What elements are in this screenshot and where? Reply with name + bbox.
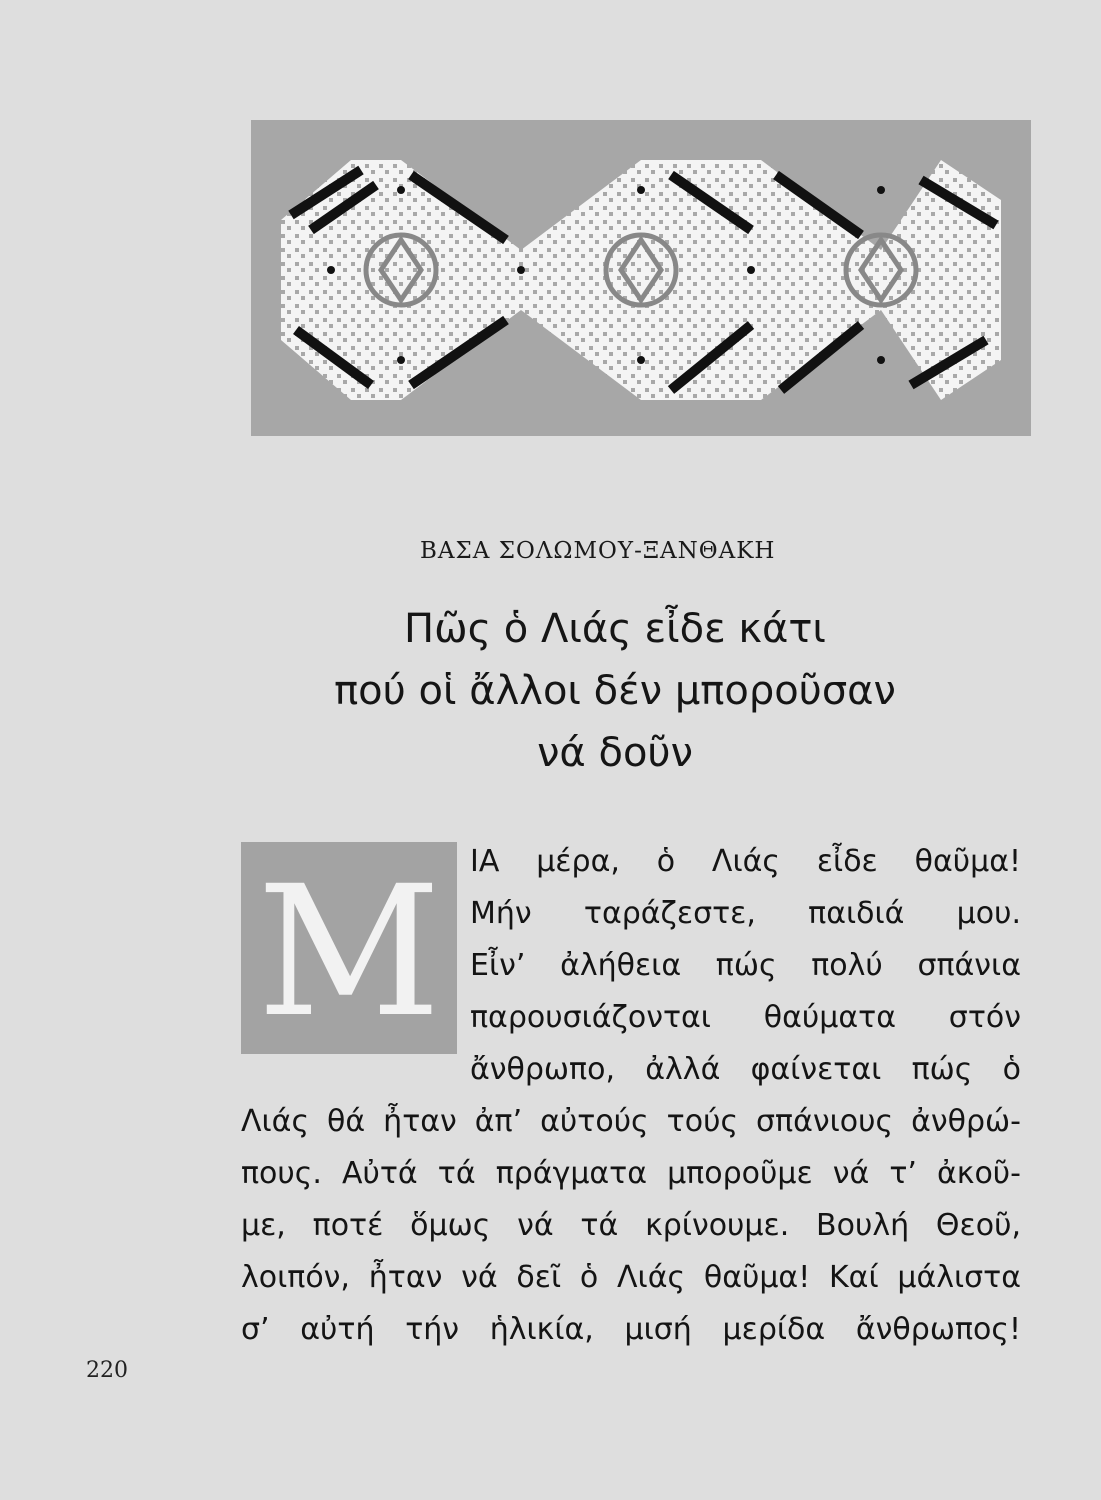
paragraph-line: ἄνθρωπο, ἀλλά φαίνεται πώς ὁ [470, 1052, 1021, 1087]
title-line: νά δοῦν [537, 730, 693, 776]
title-line: Πῶς ὁ Λιάς εἶδε κάτι [404, 606, 826, 652]
author-name: ΒΑΣΑ ΣΟΛΩΜΟΥ-ΞΑΝΘΑΚΗ [420, 538, 776, 564]
paragraph-line: με, ποτέ ὅμως νά τά κρίνουμε. Βουλή Θεοῦ, [241, 1208, 1021, 1243]
title-line: πού οἱ ἄλλοι δέν μποροῦσαν [334, 668, 896, 714]
paragraph-line: Μήν ταράζεστε, παιδιά μου. [470, 896, 1021, 931]
paragraph-line: σ’ αὐτή τήν ἡλικία, μισή μερίδα ἄνθρωπος! [241, 1312, 1021, 1347]
paragraph-line: πους. Αὐτά τά πράγματα μποροῦμε νά τ’ ἀκοῦ- [241, 1156, 1021, 1191]
story-title [260, 598, 970, 784]
paragraph-line: παρουσιάζονται θαύματα στόν [470, 1000, 1021, 1035]
paragraph-line: λοιπόν, ἦταν νά δεῖ ὁ Λιάς θαῦμα! Καί μάλιστα [241, 1260, 1021, 1295]
drop-cap-letter: M [256, 848, 442, 1054]
paragraph-line: Λιάς θά ἦταν ἀπ’ αὐτούς τούς σπάνιους ἀνθρώ- [241, 1104, 1021, 1139]
embroidery-banner [251, 120, 1031, 436]
story-paragraph [241, 836, 1021, 1356]
paragraph-line: Εἶν’ ἀλήθεια πώς πολύ σπάνια [470, 948, 1021, 983]
paragraph-line: ΙΑ μέρα, ὁ Λιάς εἶδε θαῦμα! [470, 844, 1021, 879]
page-number: 220 [86, 1358, 128, 1383]
